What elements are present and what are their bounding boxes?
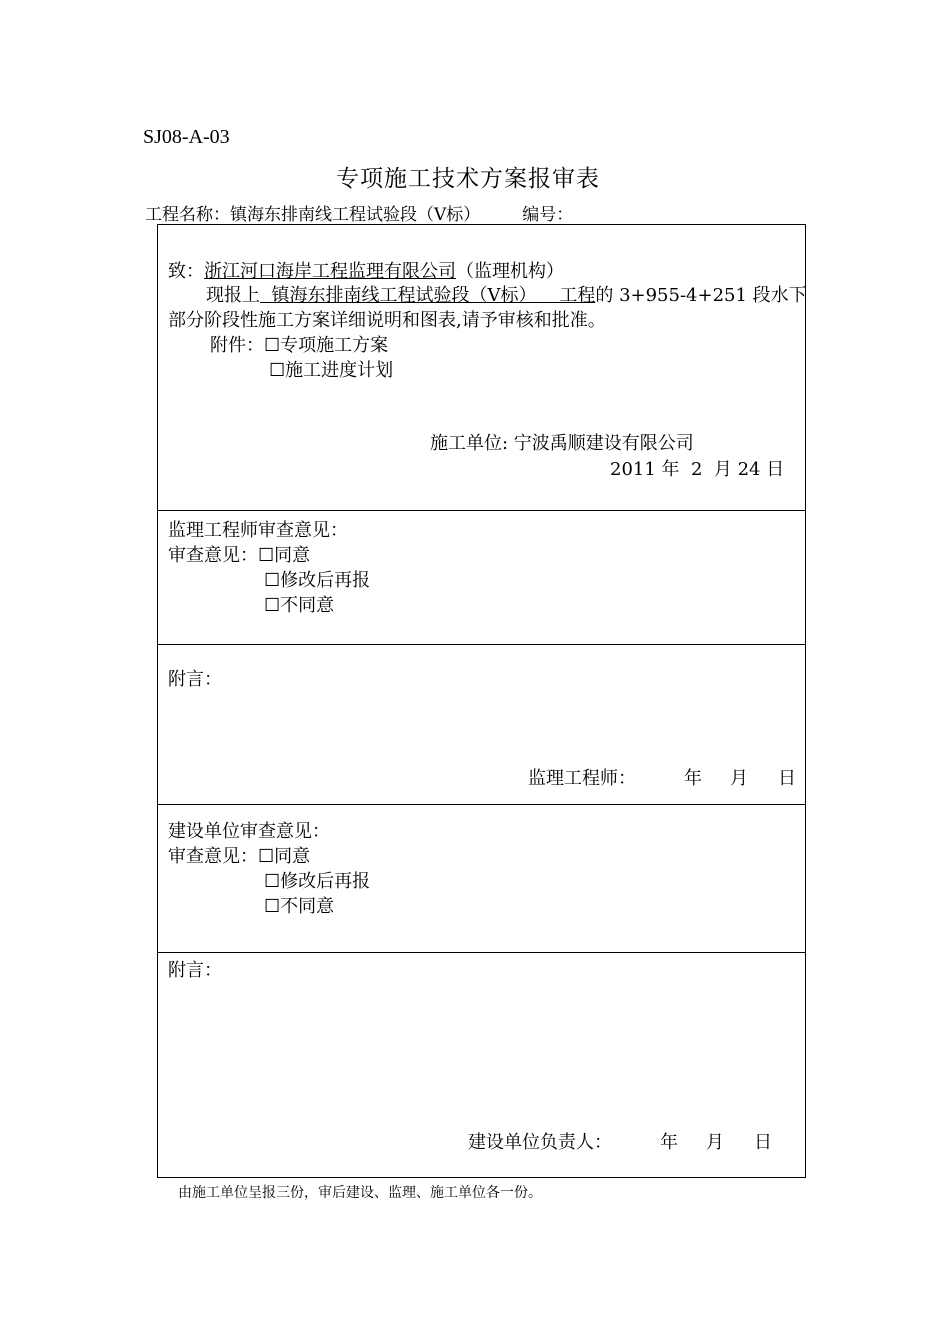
supervisor-year: 年 — [684, 768, 702, 789]
owner-note-label: 附言： — [168, 960, 222, 981]
supervisor-option-disagree: ☐不同意 — [264, 595, 335, 616]
project-name-label: 工程名称： — [145, 205, 230, 225]
project-number-label: 编号： — [522, 205, 574, 225]
project-name-value: 镇海东排南线工程试验段（Ⅴ标） — [230, 205, 481, 225]
supervisor-option-revise: ☐修改后再报 — [264, 570, 371, 591]
supervisor-review-heading: 监理工程师审查意见： — [168, 520, 348, 541]
owner-review-section — [157, 805, 806, 953]
footer-note: 由施工单位呈报三份，审后建设、监理、施工单位各一份。 — [178, 1185, 542, 1201]
owner-opinion-label: 审查意见： — [168, 846, 258, 867]
supervisor-review-section — [157, 510, 806, 645]
owner-option-disagree: ☐不同意 — [264, 896, 335, 917]
supervisor-option-agree: ☐同意 — [258, 545, 311, 566]
submission-section — [157, 224, 806, 511]
submission-date: 2011 年 2 月 24 日 — [610, 459, 785, 480]
attachment-line-1 — [210, 331, 388, 357]
attachment-label: 附件： — [210, 335, 264, 356]
owner-month: 月 — [706, 1132, 724, 1153]
submission-project-name: 镇海东排南线工程试验段（Ⅴ标） — [271, 285, 537, 306]
addressee-suffix: （监理机构） — [456, 261, 564, 282]
owner-day: 日 — [754, 1132, 772, 1153]
submission-project-word: 工程 — [559, 285, 596, 306]
supervisor-note-label: 附言： — [168, 669, 222, 690]
supervisor-note-section — [157, 645, 806, 805]
supervisor-opinion-label: 审查意见： — [168, 545, 258, 566]
owner-option-revise: ☐修改后再报 — [264, 871, 371, 892]
submission-line-2: 部分阶段性施工方案详细说明和图表,请予审核和批准。 — [168, 310, 606, 331]
owner-note-section — [157, 953, 806, 1178]
document-title: 专项施工技术方案报审表 — [336, 166, 600, 192]
supervisor-day: 日 — [778, 768, 796, 789]
supervisor-month: 月 — [730, 768, 748, 789]
submission-line-1 — [206, 281, 807, 307]
project-info-line — [145, 200, 573, 225]
supervisor-company: 浙江河口海岸工程监理有限公司 — [204, 261, 456, 282]
owner-signature-label: 建设单位负责人： — [468, 1132, 612, 1153]
owner-review-heading: 建设单位审查意见： — [168, 821, 330, 842]
contractor-label: 施工单位: 宁波禹顺建设有限公司 — [430, 433, 694, 454]
owner-option-agree: ☐同意 — [258, 846, 311, 867]
addressee-prefix: 致： — [168, 261, 204, 282]
supervisor-opinion-line — [168, 541, 310, 567]
attachment-special-plan: ☐专项施工方案 — [264, 335, 389, 356]
form-code: SJ08-A-03 — [143, 126, 230, 148]
submission-scope: 的 3+955-4+251 段水下 — [595, 285, 807, 306]
addressee-line — [168, 257, 564, 283]
supervisor-signature-label: 监理工程师： — [528, 768, 636, 789]
submission-prefix: 现报上 — [206, 285, 260, 306]
supervisor-signature-line — [528, 764, 796, 790]
owner-year: 年 — [660, 1132, 678, 1153]
owner-signature-line — [468, 1128, 772, 1154]
owner-opinion-line — [168, 842, 310, 868]
attachment-schedule: ☐施工进度计划 — [269, 360, 394, 381]
